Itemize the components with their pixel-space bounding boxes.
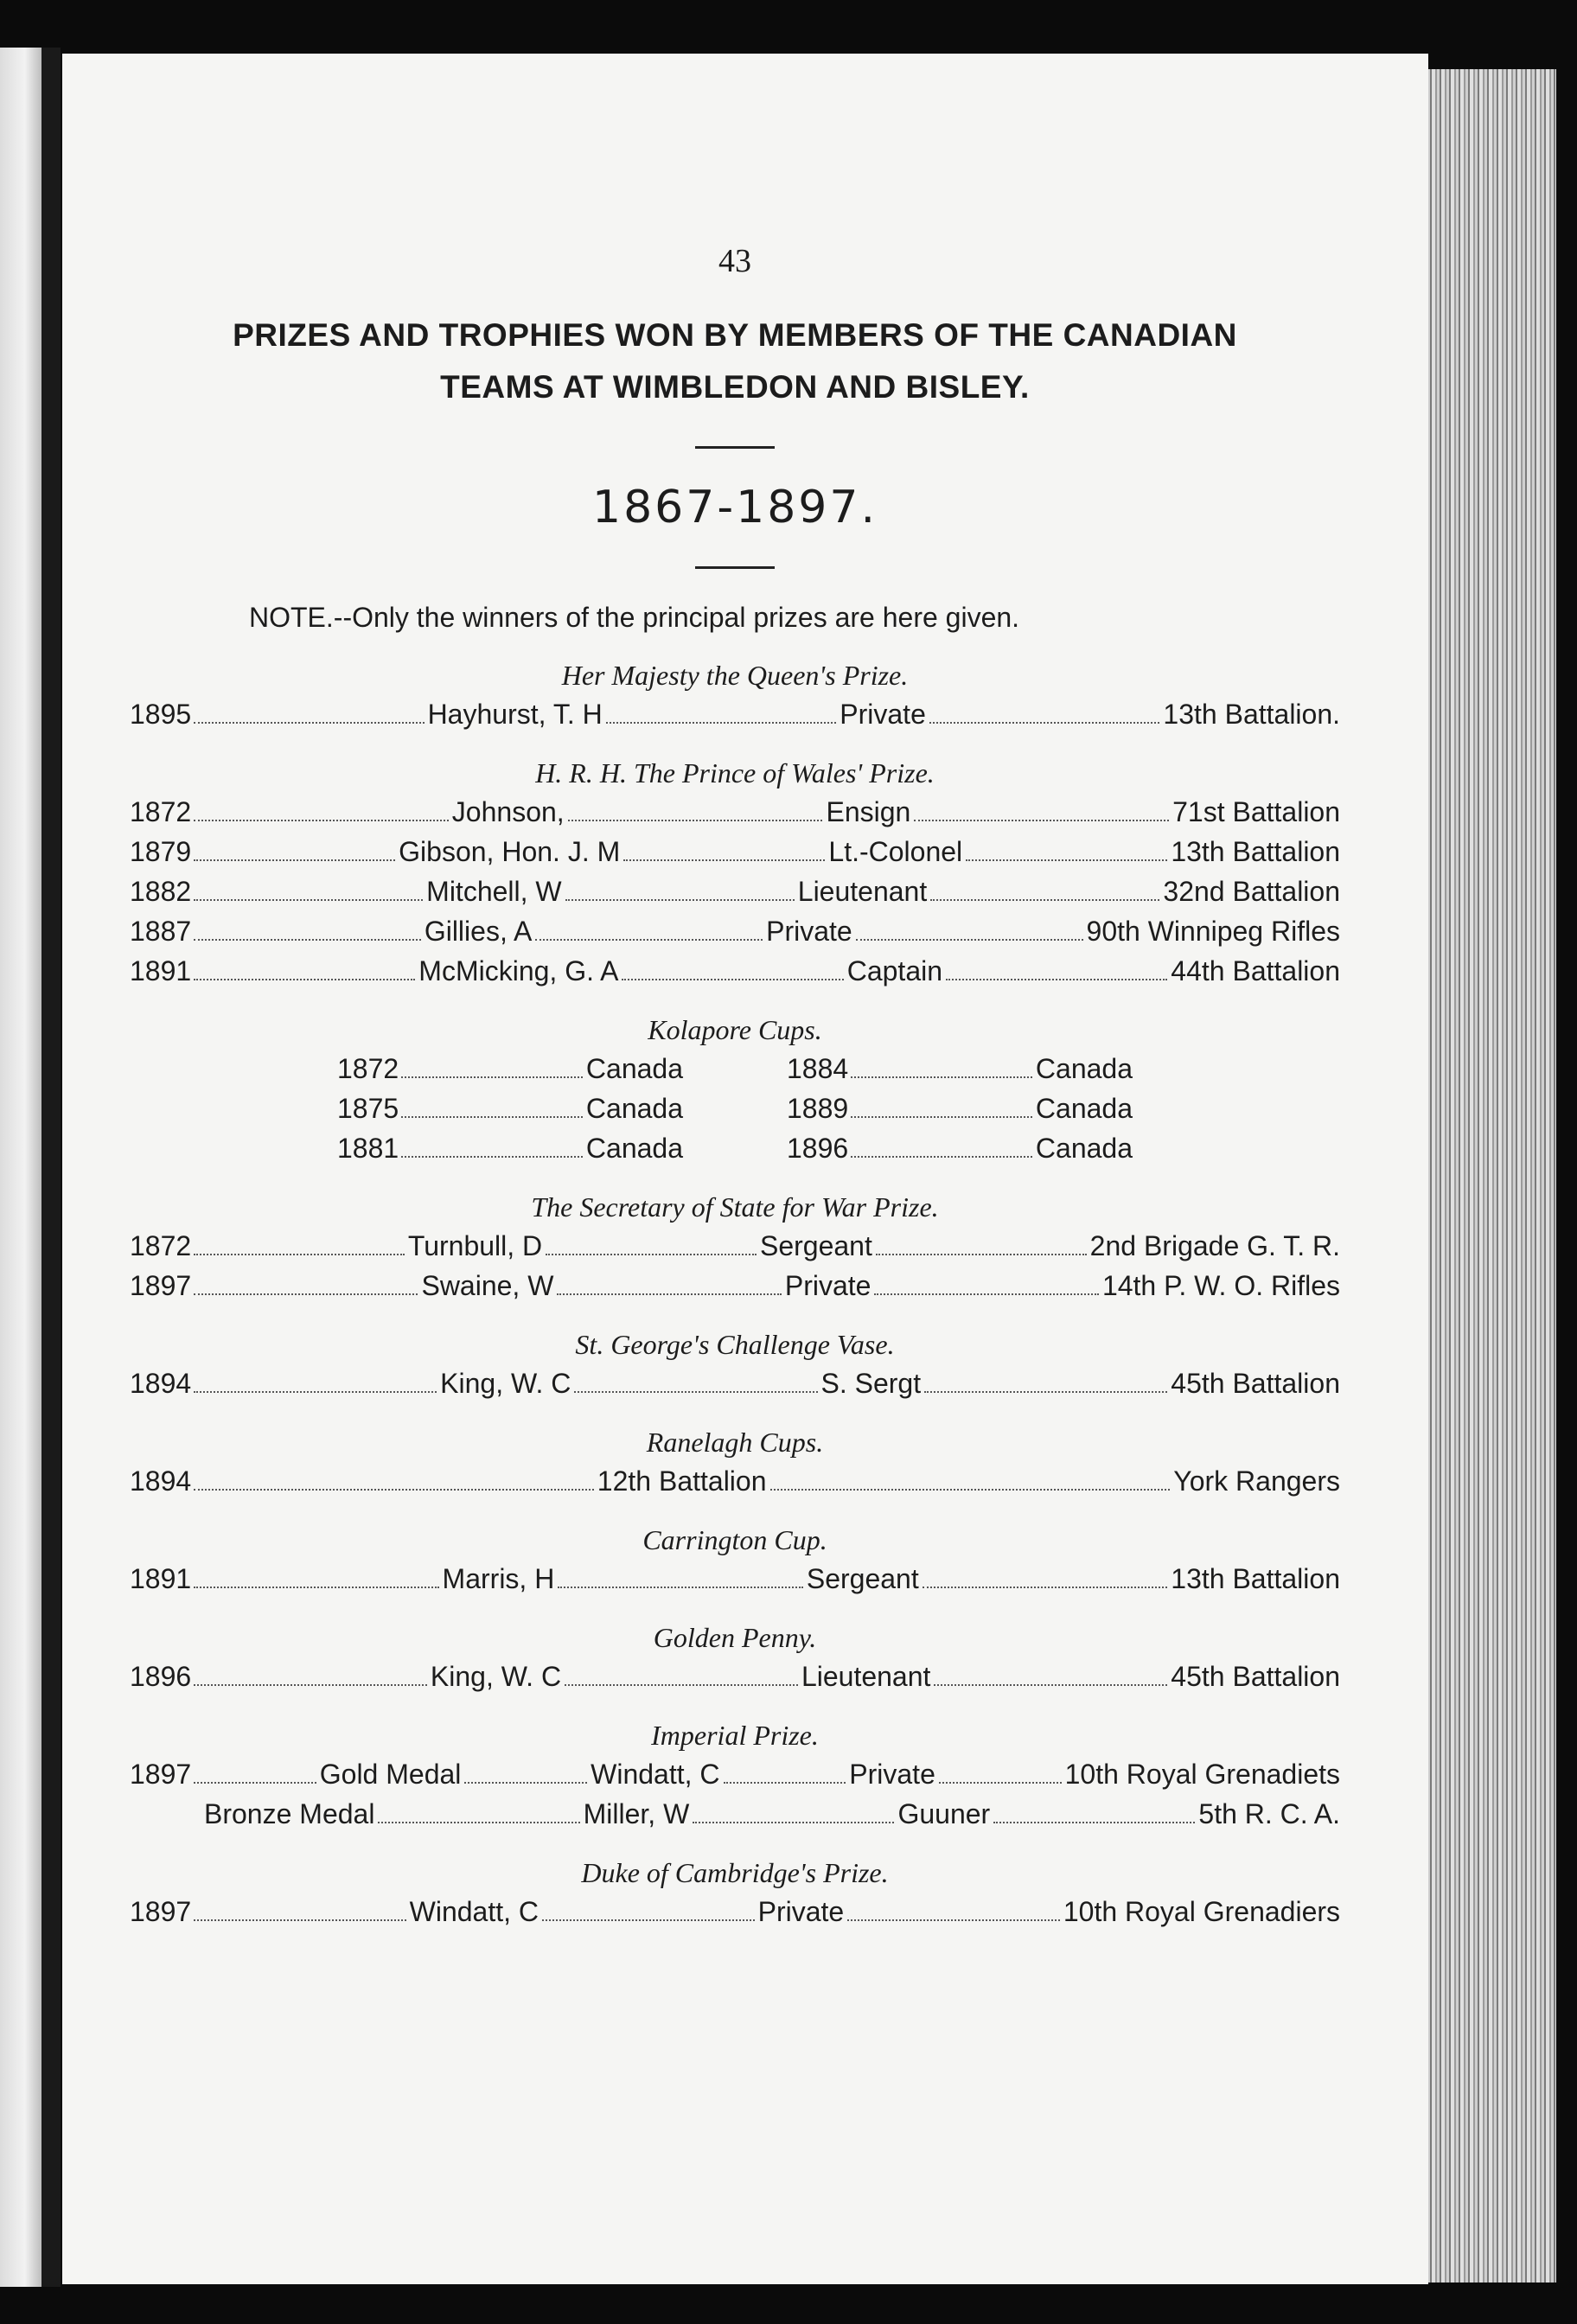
year: 1895 bbox=[130, 699, 192, 730]
winner: Canada bbox=[1035, 1053, 1133, 1084]
winner-name: King, W. C bbox=[440, 1368, 571, 1399]
leader-dots bbox=[851, 1116, 1032, 1118]
winner-team: 12th Battalion bbox=[597, 1465, 767, 1497]
winner-rank: Private bbox=[840, 699, 926, 730]
leader-dots bbox=[194, 1391, 437, 1393]
section-title: The Secretary of State for War Prize. bbox=[531, 1191, 939, 1223]
winner-name: Marris, H bbox=[442, 1563, 555, 1594]
leader-dots bbox=[851, 1156, 1032, 1158]
winner-name: Gibson, Hon. J. M bbox=[399, 836, 621, 867]
winner: Canada bbox=[1035, 1093, 1133, 1124]
winner-rank: Private bbox=[784, 1270, 872, 1301]
leader-dots bbox=[856, 939, 1083, 941]
page-content bbox=[130, 242, 1340, 1936]
leader-dots bbox=[574, 1391, 817, 1393]
leader-dots bbox=[546, 1254, 757, 1255]
year: 1889 bbox=[787, 1093, 849, 1124]
prize-row bbox=[130, 836, 1340, 876]
year: 1884 bbox=[787, 1053, 849, 1084]
leader-dots bbox=[194, 1489, 594, 1491]
winner-rank: Lieutenant bbox=[801, 1661, 931, 1692]
year: 1872 bbox=[130, 1230, 192, 1261]
prize-row bbox=[130, 1563, 1340, 1603]
prize-row bbox=[130, 1465, 1340, 1505]
prize-row bbox=[130, 1661, 1340, 1701]
leader-dots bbox=[770, 1489, 1171, 1491]
leader-dots bbox=[194, 722, 425, 724]
winner-rank: Lt.-Colonel bbox=[828, 836, 963, 867]
leader-dots bbox=[929, 722, 1160, 724]
heading-line-1: PRIZES AND TROPHIES WON BY MEMBERS OF THE CANADIAN bbox=[233, 317, 1237, 353]
winner-rank: Captain bbox=[846, 955, 943, 986]
winner-name: Hayhurst, T. H bbox=[427, 699, 603, 730]
winner: Canada bbox=[585, 1053, 683, 1084]
prize-row bbox=[130, 1368, 1340, 1408]
winner-name: Mitchell, W bbox=[426, 876, 562, 907]
section-title: Imperial Prize. bbox=[651, 1720, 819, 1751]
leader-dots bbox=[930, 899, 1159, 901]
year: 1891 bbox=[130, 1563, 192, 1594]
leader-dots bbox=[558, 1587, 803, 1588]
winner-rank: Private bbox=[766, 916, 852, 947]
prize-row bbox=[130, 1896, 1340, 1936]
leader-dots bbox=[946, 979, 1167, 980]
leader-dots bbox=[622, 979, 843, 980]
note-text: NOTE.--Only the winners of the principal prizes are here given. bbox=[249, 602, 1020, 633]
winner-unit: 32nd Battalion bbox=[1163, 876, 1340, 907]
kolapore-row bbox=[787, 1133, 1133, 1172]
winner-name: Windatt, C bbox=[591, 1759, 720, 1790]
kolapore-row bbox=[337, 1093, 683, 1133]
year: 1882 bbox=[130, 876, 192, 907]
leader-dots bbox=[194, 1587, 439, 1588]
winner-rank: Sergeant bbox=[759, 1230, 872, 1261]
leader-dots bbox=[565, 1684, 798, 1686]
divider-rule bbox=[695, 566, 775, 569]
leader-dots bbox=[568, 820, 823, 821]
leader-dots bbox=[847, 1919, 1060, 1921]
leader-dots bbox=[851, 1076, 1032, 1078]
winner-unit: 45th Battalion bbox=[1171, 1661, 1340, 1692]
year: 1872 bbox=[337, 1053, 399, 1084]
winner-unit: 2nd Brigade G. T. R. bbox=[1089, 1230, 1341, 1261]
winner-name: Windatt, C bbox=[409, 1896, 539, 1927]
year: 1897 bbox=[130, 1270, 192, 1301]
book-spine bbox=[42, 48, 61, 2287]
year: 1879 bbox=[130, 836, 192, 867]
leader-dots bbox=[194, 979, 415, 980]
prize-row bbox=[130, 699, 1340, 738]
section-title: Her Majesty the Queen's Prize. bbox=[561, 660, 909, 691]
winner-name: King, W. C bbox=[430, 1661, 562, 1692]
winner-unit: 10th Royal Grenadiets bbox=[1064, 1759, 1341, 1790]
prize-row bbox=[130, 1230, 1340, 1270]
year: 1887 bbox=[130, 916, 192, 947]
leader-dots bbox=[378, 1822, 579, 1823]
year: 1897 bbox=[130, 1759, 192, 1790]
left-page-edge bbox=[0, 48, 42, 2287]
leader-dots bbox=[724, 1782, 846, 1784]
winner: Canada bbox=[585, 1093, 683, 1124]
prize-row bbox=[130, 955, 1340, 995]
leader-dots bbox=[401, 1116, 583, 1118]
winner-rank: Lieutenant bbox=[797, 876, 928, 907]
winner-unit: 5th R. C. A. bbox=[1198, 1798, 1341, 1829]
leader-dots bbox=[535, 939, 763, 941]
winner-unit: 45th Battalion bbox=[1171, 1368, 1340, 1399]
year: 1896 bbox=[787, 1133, 849, 1164]
winner-rank: Private bbox=[849, 1759, 935, 1790]
kolapore-row bbox=[337, 1053, 683, 1093]
winner-name: Johnson, bbox=[451, 796, 565, 827]
page-number: 43 bbox=[718, 243, 751, 279]
prize-row bbox=[130, 1270, 1340, 1310]
section-title: H. R. H. The Prince of Wales' Prize. bbox=[535, 757, 935, 788]
winner: Canada bbox=[585, 1133, 683, 1164]
prize-row bbox=[130, 1798, 1340, 1838]
winner-name: McMicking, G. A bbox=[418, 955, 619, 986]
leader-dots bbox=[194, 1782, 316, 1784]
kolapore-right-column bbox=[787, 1053, 1133, 1172]
year: 1897 bbox=[130, 1896, 192, 1927]
prize-row bbox=[130, 916, 1340, 955]
leader-dots bbox=[557, 1293, 781, 1295]
winner-name: Turnbull, D bbox=[407, 1230, 543, 1261]
leader-dots bbox=[194, 1254, 405, 1255]
section-title: Ranelagh Cups. bbox=[646, 1427, 824, 1458]
winner-rank: Sergeant bbox=[806, 1563, 919, 1594]
prize-row bbox=[130, 876, 1340, 916]
winner-unit: 13th Battalion bbox=[1171, 1563, 1340, 1594]
winner-unit: 90th Winnipeg Rifles bbox=[1086, 916, 1340, 947]
winner-unit: 14th P. W. O. Rifles bbox=[1101, 1270, 1341, 1301]
year: 1875 bbox=[337, 1093, 399, 1124]
winner-rank: Private bbox=[757, 1896, 845, 1927]
kolapore-row bbox=[337, 1133, 683, 1172]
leader-dots bbox=[924, 1391, 1167, 1393]
leader-dots bbox=[876, 1254, 1087, 1255]
leader-dots bbox=[194, 899, 423, 901]
section-title: Carrington Cup. bbox=[642, 1524, 827, 1555]
winner-unit: 71st Battalion bbox=[1172, 796, 1341, 827]
leader-dots bbox=[914, 820, 1169, 821]
leader-dots bbox=[623, 859, 825, 861]
leader-dots bbox=[934, 1684, 1167, 1686]
winner: Canada bbox=[1035, 1133, 1133, 1164]
section-title: Kolapore Cups. bbox=[648, 1014, 822, 1045]
leader-dots bbox=[194, 859, 395, 861]
leader-dots bbox=[966, 859, 1167, 861]
winner-unit: 13th Battalion. bbox=[1163, 699, 1341, 730]
kolapore-row bbox=[787, 1053, 1133, 1093]
leader-dots bbox=[464, 1782, 587, 1784]
medal: Gold Medal bbox=[319, 1759, 462, 1790]
leader-dots bbox=[939, 1782, 1062, 1784]
leader-dots bbox=[401, 1076, 583, 1078]
page-stack-edge bbox=[1418, 69, 1556, 2282]
winner-unit: 13th Battalion bbox=[1171, 836, 1341, 867]
leader-dots bbox=[194, 939, 421, 941]
winner-unit: 10th Royal Grenadiers bbox=[1063, 1896, 1341, 1927]
leader-dots bbox=[194, 820, 449, 821]
year: 1896 bbox=[130, 1661, 192, 1692]
year: 1894 bbox=[130, 1465, 192, 1497]
prize-row bbox=[130, 1759, 1340, 1798]
kolapore-table bbox=[130, 1053, 1340, 1172]
leader-dots bbox=[993, 1822, 1195, 1823]
leader-dots bbox=[606, 722, 837, 724]
section-title: Duke of Cambridge's Prize. bbox=[581, 1857, 889, 1888]
section-title: Golden Penny. bbox=[653, 1622, 817, 1653]
divider-rule bbox=[695, 446, 775, 449]
kolapore-left-column bbox=[337, 1053, 683, 1172]
kolapore-row bbox=[787, 1093, 1133, 1133]
winner-unit: York Rangers bbox=[1173, 1465, 1340, 1497]
leader-dots bbox=[565, 899, 795, 901]
winner-rank: S. Sergt bbox=[820, 1368, 922, 1399]
winner-name: Gillies, A bbox=[424, 916, 533, 947]
prize-row bbox=[130, 796, 1340, 836]
year: 1891 bbox=[130, 955, 192, 986]
leader-dots bbox=[401, 1156, 583, 1158]
leader-dots bbox=[542, 1919, 755, 1921]
leader-dots bbox=[194, 1684, 427, 1686]
leader-dots bbox=[923, 1587, 1168, 1588]
year: 1881 bbox=[337, 1133, 399, 1164]
medal: Bronze Medal bbox=[204, 1798, 375, 1829]
year: 1872 bbox=[130, 796, 192, 827]
leader-dots bbox=[194, 1919, 406, 1921]
winner-name: Miller, W bbox=[583, 1798, 690, 1829]
winner-name: Swaine, W bbox=[421, 1270, 554, 1301]
leader-dots bbox=[874, 1293, 1098, 1295]
section-title: St. George's Challenge Vase. bbox=[575, 1329, 895, 1360]
leader-dots bbox=[693, 1822, 894, 1823]
years-title: 1867-1897. bbox=[592, 482, 878, 533]
heading-line-2: TEAMS AT WIMBLEDON AND BISLEY. bbox=[440, 369, 1030, 405]
winner-rank: Ensign bbox=[826, 796, 911, 827]
winner-unit: 44th Battalion bbox=[1171, 955, 1340, 986]
year: 1894 bbox=[130, 1368, 192, 1399]
leader-dots bbox=[194, 1293, 418, 1295]
winner-rank: Guuner bbox=[897, 1798, 991, 1829]
